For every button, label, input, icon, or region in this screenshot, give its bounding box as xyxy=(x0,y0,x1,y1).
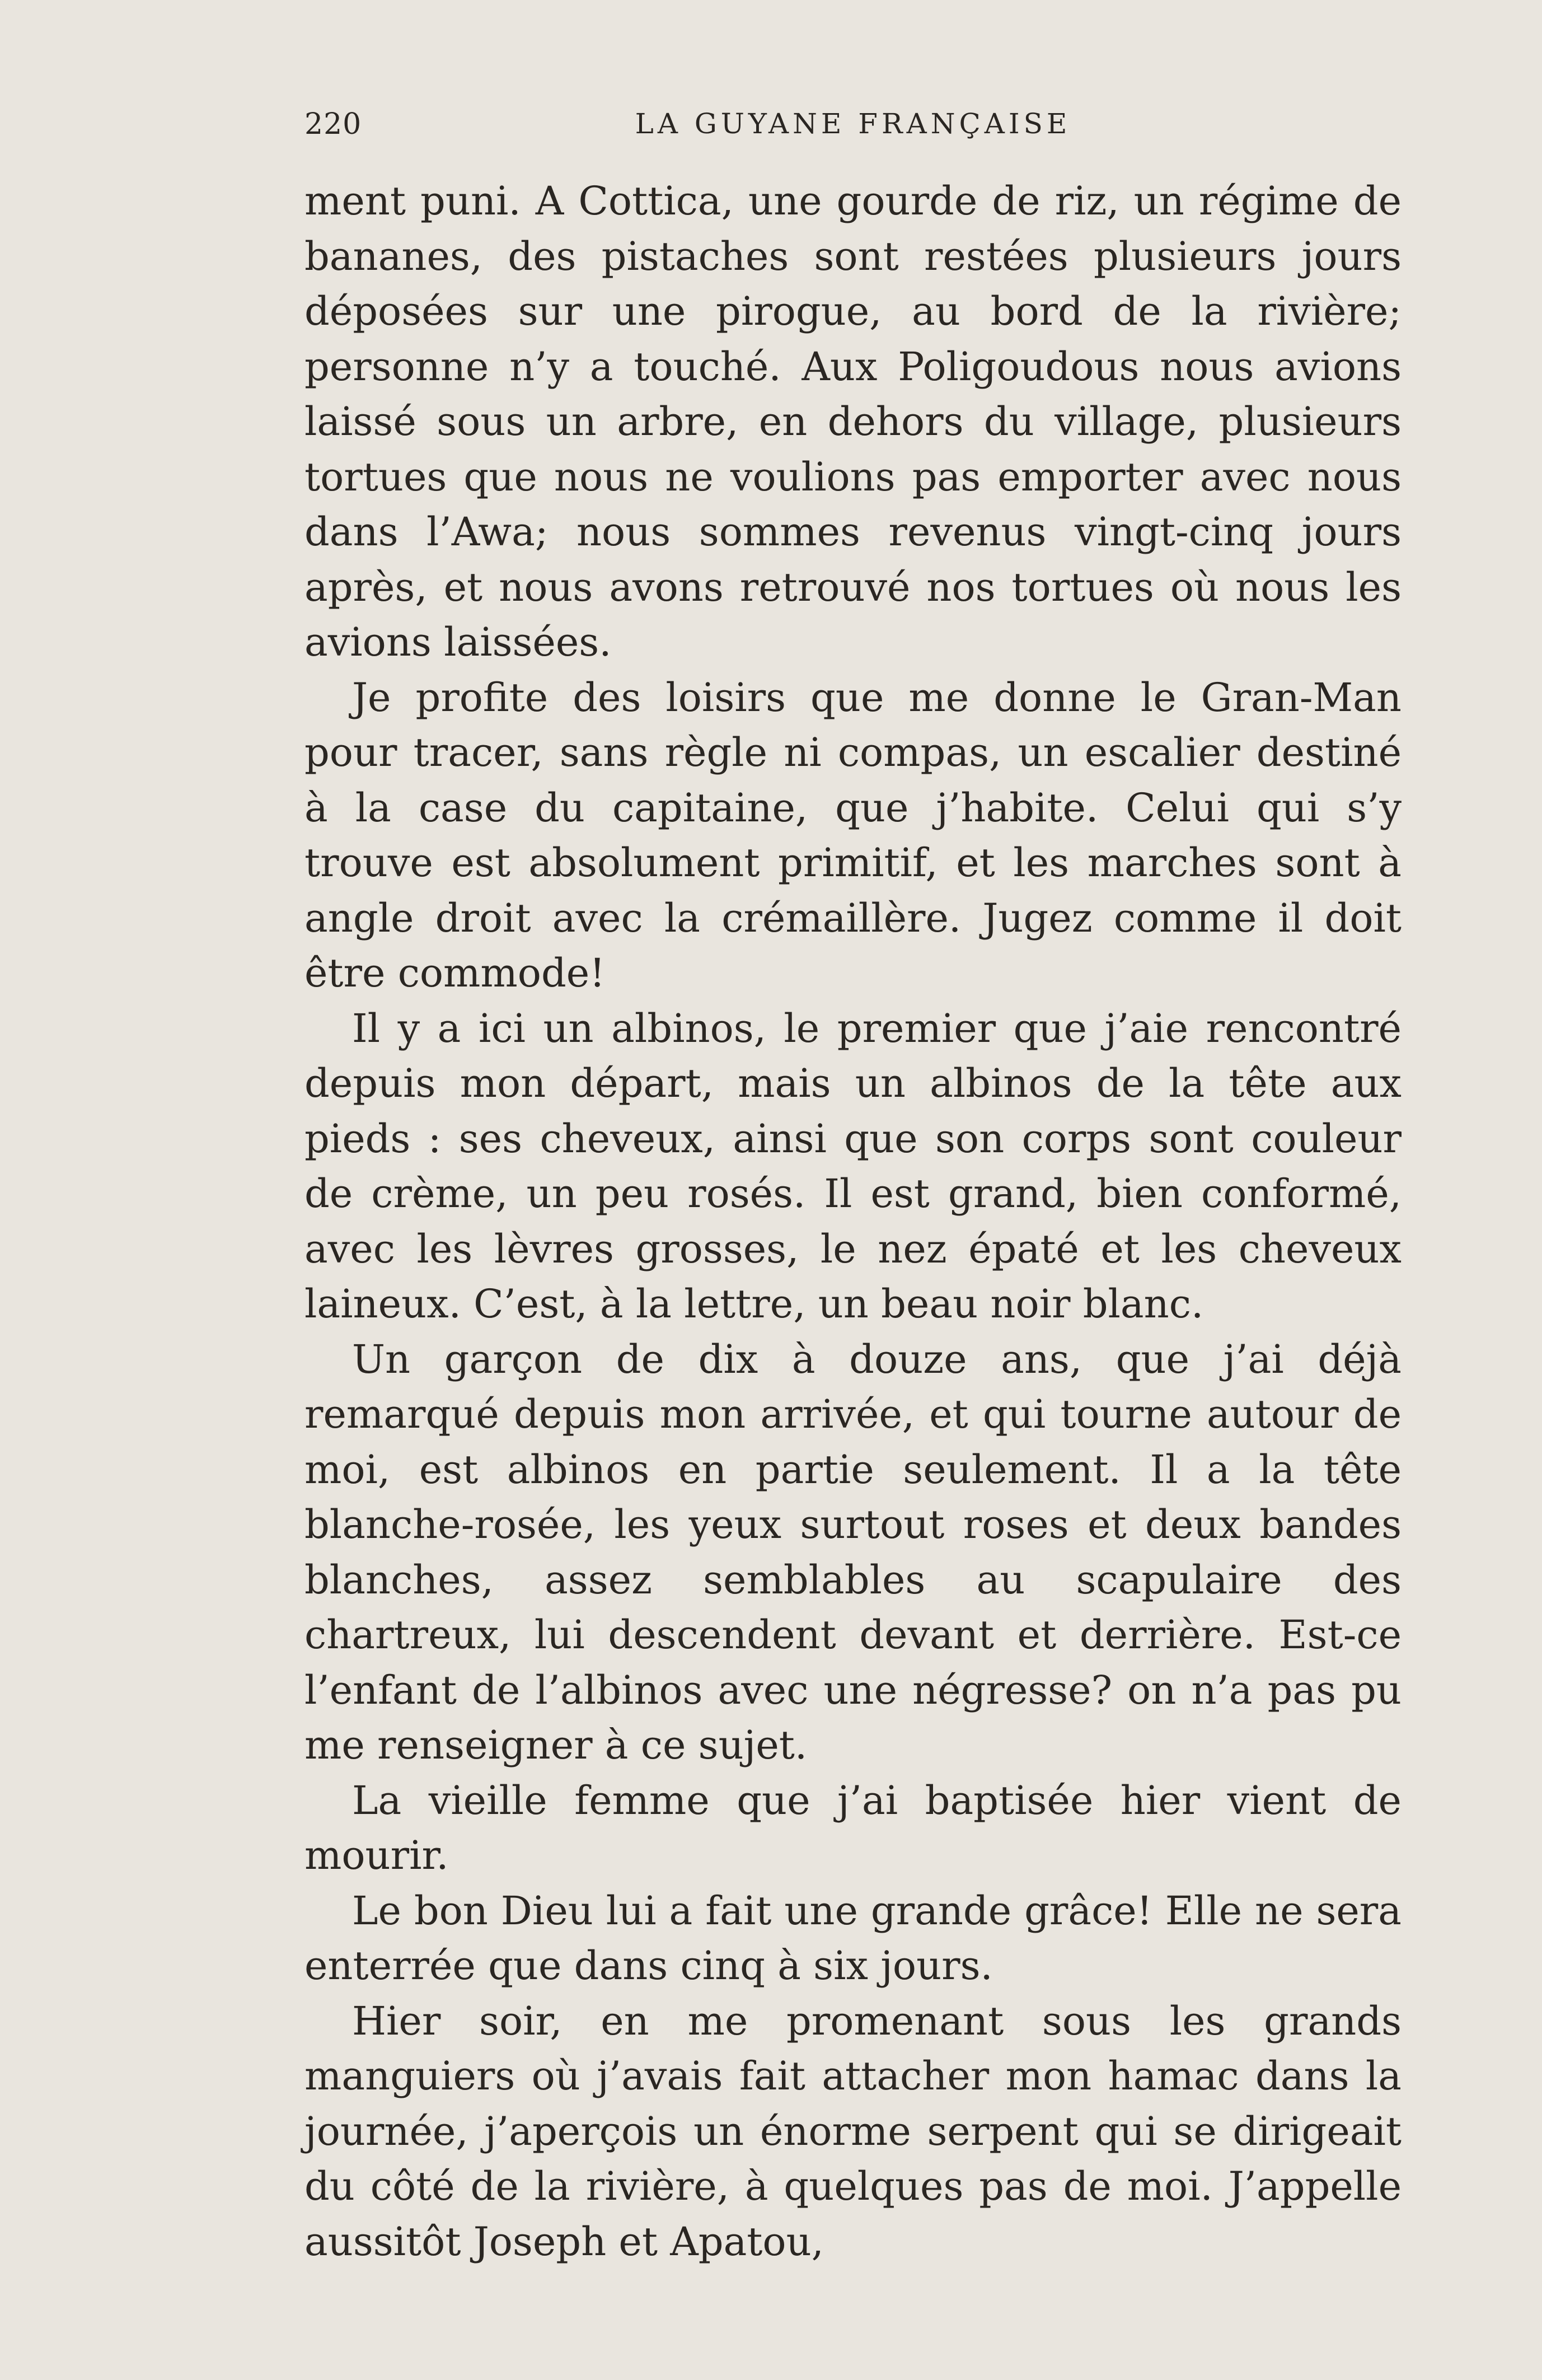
paragraph: Hier soir, en me promenant sous les grands manguiers où j’avais fait attacher mon hamac dans la journée, j’aperçois un énorme serpent qui se dirigeait du côté de la rivière, à quelques pas de moi. J’appelle aussitôt Joseph et Apatou, xyxy=(304,1998,1402,2265)
running-title: LA GUYANE FRANÇAISE xyxy=(635,107,1071,140)
paragraph: ment puni. A Cottica, une gourde de riz, un régime de bananes, des pistaches sont restées plusieurs jours déposées sur une pirogue, au bord de la rivière; personne n’y a touché. Aux Poligoudous nous avions laissé sous un arbre, en dehors du village, plusieurs tortues que nous ne voulions pas emporter avec nous dans l’Awa; nous sommes revenus vingt-cinq jours après, et nous avons retrouvé nos tortues où nous les avions laissées. xyxy=(304,178,1402,665)
paragraph: La vieille femme que j’ai baptisée hier vient de mourir. xyxy=(304,1777,1402,1878)
paragraph: Il y a ici un albinos, le premier que j’aie rencontré depuis mon départ, mais un albinos de la tête aux pieds : ses cheveux, ainsi que son corps sont couleur de crème, un peu rosés. Il est grand, bien conformé, avec les lèvres grosses, le nez épaté et les cheveux laineux. C’est, à la lettre, un beau noir blanc. xyxy=(304,1005,1402,1327)
paragraph: Le bon Dieu lui a fait une grande grâce! Elle ne sera enterrée que dans cinq à six jours. xyxy=(304,1887,1402,1989)
body-text xyxy=(304,174,1402,2269)
paragraph: Un garçon de dix à douze ans, que j’ai déjà remarqué depuis mon arrivée, et qui tourne autour de moi, est albinos en partie seulement. Il a la tête blanche-rosée, les yeux surtout roses et deux bandes blanches, assez semblables au scapulaire des chartreux, lui descendent devant et derrière. Est-ce l’enfant de l’albinos avec une négresse? on n’a pas pu me renseigner à ce sujet. xyxy=(304,1336,1402,1768)
paragraph: Je profite des loisirs que me donne le Gran-Man pour tracer, sans règle ni compas, un escalier destiné à la case du capitaine, que j’habite. Celui qui s’y trouve est absolument primitif, et les marches sont à angle droit avec la crémaillère. Jugez comme il doit être commode! xyxy=(304,674,1402,996)
page-number: 220 xyxy=(304,107,362,141)
running-head xyxy=(304,107,1402,158)
